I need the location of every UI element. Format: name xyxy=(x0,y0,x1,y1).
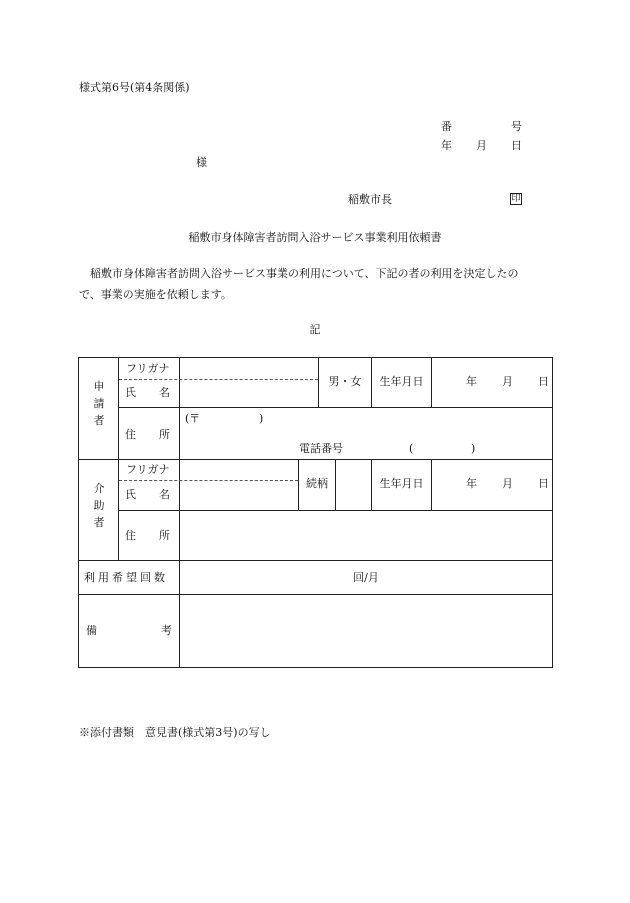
caregiver-name-field[interactable] xyxy=(180,482,297,509)
frequency-value[interactable]: 回/月 xyxy=(353,571,379,584)
caregiver-address-label: 住 所 xyxy=(125,529,170,542)
caregiver-name-label: 氏 名 xyxy=(125,488,170,501)
request-form-table xyxy=(78,357,553,668)
ki-heading: 記 xyxy=(309,323,321,336)
doc-number-ban: 番 xyxy=(441,120,452,133)
applicant-postal-close: ) xyxy=(259,412,264,425)
applicant-birthdate-label: 生年月日 xyxy=(379,375,424,388)
caregiver-birth-month: 月 xyxy=(502,477,513,490)
frequency-label: 利用希望回数 xyxy=(84,571,168,584)
date-month: 月 xyxy=(476,139,487,152)
seal-mark: 印 xyxy=(511,193,521,204)
addressee-sama: 様 xyxy=(196,156,207,169)
body-line-1: 稲敷市身体障害者訪問入浴サービス事業の利用について、下記の者の利用を決定したの xyxy=(90,267,519,280)
caregiver-furigana-field[interactable] xyxy=(180,460,297,479)
remarks-field[interactable] xyxy=(180,595,552,667)
applicant-label: 申 請 者 xyxy=(93,380,105,427)
form-number: 様式第6号(第4条関係) xyxy=(79,81,190,94)
caregiver-address-field[interactable] xyxy=(180,511,552,559)
applicant-address-field[interactable] xyxy=(180,423,552,441)
date-year: 年 xyxy=(441,139,452,152)
applicant-name-field[interactable] xyxy=(180,380,317,406)
caregiver-label: 介 助 者 xyxy=(93,482,105,529)
caregiver-furigana-label: フリガナ xyxy=(126,463,170,476)
remarks-label: 備 考 xyxy=(86,624,172,637)
applicant-birth-day: 日 xyxy=(538,375,549,388)
applicant-furigana-label: フリガナ xyxy=(126,362,170,375)
applicant-birth-month: 月 xyxy=(502,375,513,388)
date-day: 日 xyxy=(511,139,522,152)
applicant-furigana-field[interactable] xyxy=(180,358,317,378)
document-title: 稲敷市身体障害者訪問入浴サービス事業利用依頼書 xyxy=(188,231,442,244)
caregiver-birth-year: 年 xyxy=(466,477,477,490)
applicant-phone-close: ) xyxy=(471,442,476,455)
applicant-gender[interactable]: 男・女 xyxy=(328,375,362,388)
caregiver-relation-label: 続柄 xyxy=(306,477,328,490)
applicant-phone-open: ( xyxy=(409,442,414,455)
doc-number-go: 号 xyxy=(511,120,522,133)
caregiver-birth-day: 日 xyxy=(538,477,549,490)
applicant-address-label: 住 所 xyxy=(125,428,170,441)
attachment-note: ※添付書類 意見書(様式第3号)の写し xyxy=(79,726,271,739)
caregiver-relation-field[interactable] xyxy=(336,460,371,509)
caregiver-birthdate-label: 生年月日 xyxy=(379,477,424,490)
body-line-2: で、事業の実施を依頼します。 xyxy=(79,288,232,301)
applicant-name-label: 氏 名 xyxy=(125,386,170,399)
applicant-birth-year: 年 xyxy=(466,375,477,388)
mayor-title: 稲敷市長 xyxy=(348,193,392,206)
applicant-phone-label: 電話番号 xyxy=(299,442,343,455)
applicant-postal-open: (〒 xyxy=(185,412,201,425)
